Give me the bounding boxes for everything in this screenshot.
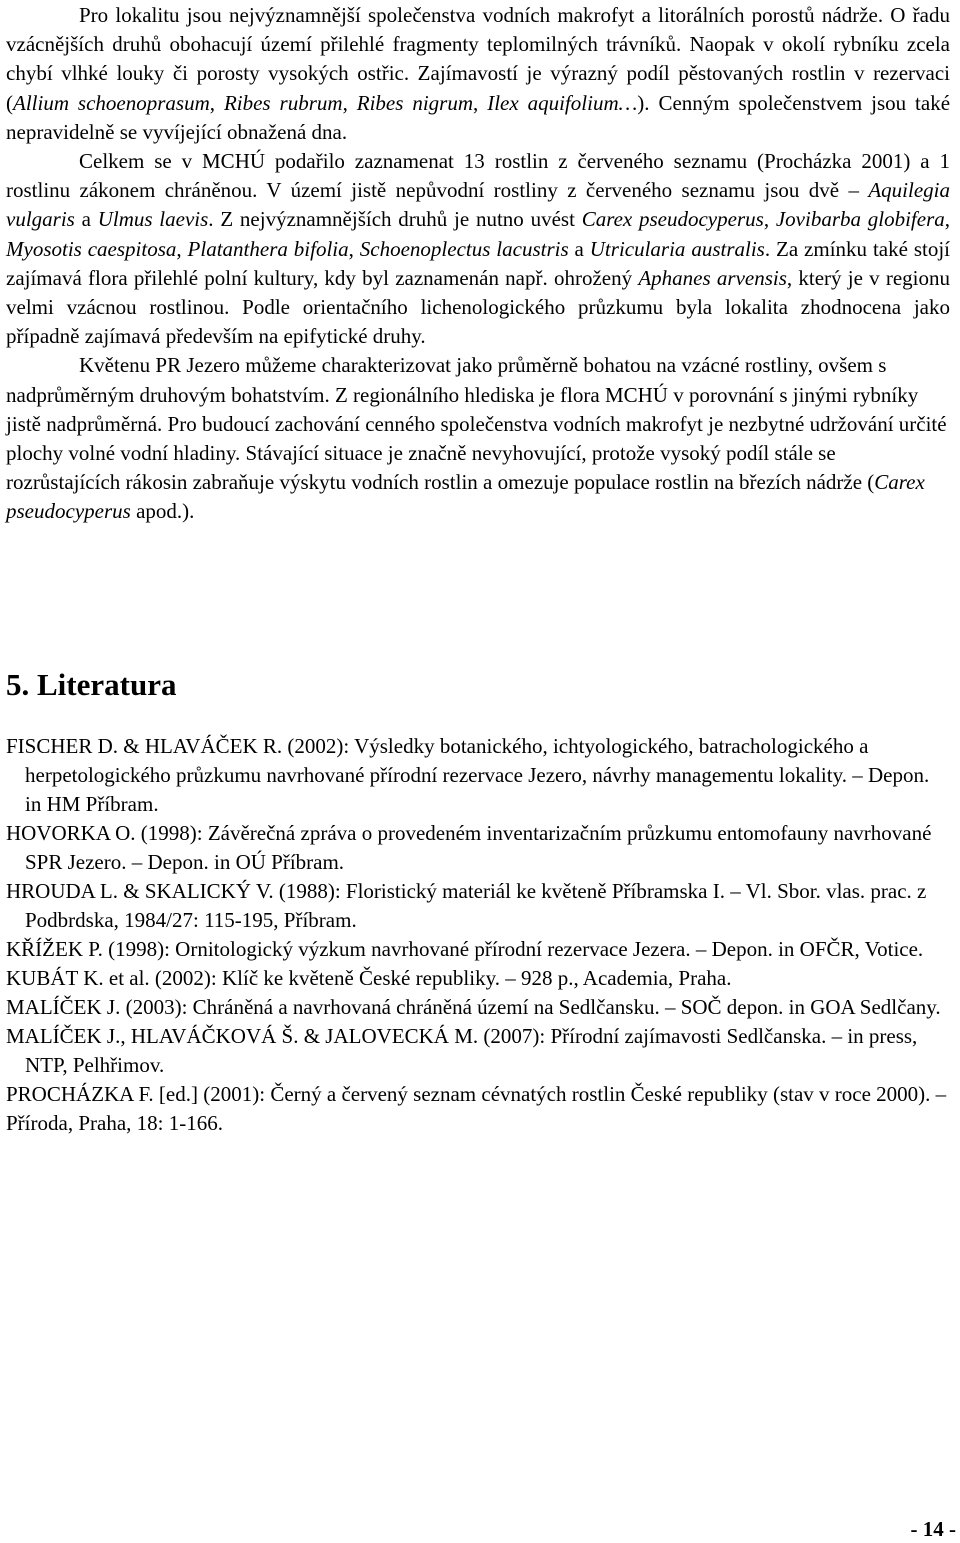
species-name: Platanthera bifolia (187, 236, 349, 261)
reference-item: KŘÍŽEK P. (1998): Ornitologický výzkum navrhované přírodní rezervace Jezera. – Depon. in OFČR, Votice. (6, 937, 924, 961)
text-run: . Za zmínku také stojí zajímavá flora přilehlé polní kultury, kdy byl zaznamenán např. ohrožený (6, 236, 950, 290)
text-run: Pro lokalitu jsou nejvýznamnější společenstva vodních makrofyt a litorálních porostů nádrže. O řadu vzácnějších druhů obohacují území přilehlé fragmenty teplomilných trávníků. Naopak v okolí rybníku zcela chybí vlhké louky či porosty vysokých ostřic. Zajímavostí je výrazný podíl pěstovaných rostlin v rezervaci ( (6, 3, 950, 115)
reference-item: HOVORKA O. (1998): Závěrečná zpráva o provedeném inventarizačním průzkumu entomofauny navrhované SPR Jezero. – Depon. in OÚ Příbram. (6, 821, 932, 874)
species-name: Myosotis caespitosa (6, 236, 177, 261)
reference-item: PROCHÁZKA F. [ed.] (2001): Černý a červený seznam cévnatých rostlin České republiky (stav v roce 2000). – Příroda, Praha, 18: 1-166. (6, 1082, 947, 1135)
species-name: Aquilegia vulgaris (6, 178, 950, 232)
text-run: ). Cenným společenstvem jsou také nepravidelně se vyvíjející obnažená dna. (6, 90, 951, 144)
text-run: , (763, 207, 776, 232)
species-name: Ulmus laevis (97, 207, 209, 232)
species-name: Aphanes arvensis (638, 265, 787, 290)
paragraph-red-list-species (6, 147, 950, 351)
text-run: , který je v regionu velmi vzácnou rostlinou. Podle orientačního lichenologického průzkumu byla lokalita zhodnocena jako případně zajímavá především na epifytické druhy. (6, 265, 950, 349)
text-run: , (342, 90, 357, 115)
reference-item: HROUDA L. & SKALICKÝ V. (1988): Floristický materiál ke květeně Příbramska I. – Vl. Sbor. vlas. prac. z Podbrdska, 1984/27: 115-195, Příbram. (6, 879, 927, 932)
species-name: Ribes rubrum (223, 90, 343, 115)
text-run: Celkem se v MCHÚ podařilo zaznamenat 13 rostlin z červeného seznamu (Procházka 2001) a 1 rostlinu zákonem chráněnou. V území jistě nepůvodní rostliny z červeného seznamu jsou dvě – (6, 149, 950, 203)
text-run: , (348, 236, 360, 261)
text-run: a (568, 236, 590, 261)
text-run: , (176, 236, 188, 261)
species-name: Jovibarba globifera (775, 207, 945, 232)
page-number: - 14 - (910, 1517, 956, 1541)
species-name: Allium schoenoprasum (13, 90, 210, 115)
species-name: Carex pseudocyperus (6, 470, 925, 524)
species-name: Ribes nigrum (356, 90, 474, 115)
text-run: Květenu PR Jezero můžeme charakterizovat jako průměrně bohatou na vzácné rostliny, ovšem s nadprůměrným druhovým bohatstvím. Z regionálního hlediska je flora MCHÚ v porovnání s jinými rybníky jistě nadprůměrná. Pro budoucí zachování cenného společenstva vodních makrofyt je nezbytné udržování určité plochy volné vodní hladiny. Stávající situace je značně nevyhovující, protože vysoký podíl stále se rozrůstajících rákosin zabraňuje výskytu vodních rostlin a omezuje populace rostlin na březích nádrže ( (6, 353, 947, 495)
paragraph-flora-overview (6, 1, 950, 147)
reference-item: KUBÁT K. et al. (2002): Klíč ke květeně České republiky. – 928 p., Academia, Praha. (6, 966, 732, 990)
section-heading-literatura: 5. Literatura (6, 667, 177, 702)
text-run: , (209, 90, 224, 115)
reference-list (6, 732, 950, 1138)
reference-item: FISCHER D. & HLAVÁČEK R. (2002): Výsledky botanického, ichtyologického, batrachologického a herpetologického průzkumu navrhované přírodní rezervace Jezero, návrhy managementu lokality. – Depon. in HM Příbram. (6, 734, 930, 816)
reference-item: MALÍČEK J., HLAVÁČKOVÁ Š. & JALOVECKÁ M. (2007): Přírodní zajímavosti Sedlčanska. – in press, NTP, Pelhřimov. (6, 1024, 918, 1077)
text-run: , (944, 207, 951, 232)
paragraph-flora-evaluation (6, 351, 950, 526)
reference-item: MALÍČEK J. (2003): Chráněná a navrhovaná chráněná území na Sedlčansku. – SOČ depon. in GOA Sedlčany. (6, 995, 941, 1019)
species-name: Ilex aquifolium… (487, 90, 638, 115)
text-run: . Z nejvýznamnějších druhů je nutno uvést (208, 207, 582, 232)
species-name: Schoenoplectus lacustris (359, 236, 569, 261)
species-name: Carex pseudocyperus (581, 207, 764, 232)
text-run: apod.). (130, 499, 195, 524)
text-run: a (74, 207, 98, 232)
body-text (6, 1, 950, 527)
species-name: Utricularia australis (589, 236, 765, 261)
text-run: , (473, 90, 488, 115)
